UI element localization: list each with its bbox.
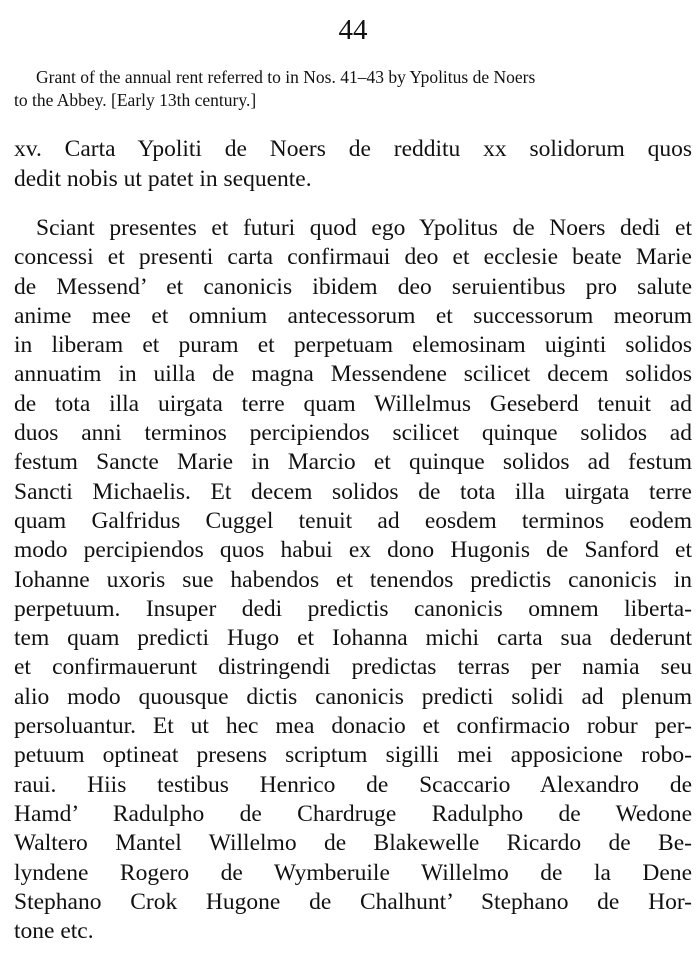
body-line: annuatim in uilla de magna Messendene scilicet decem solidos [14,361,692,388]
body-line: Iohanne uxoris sue habendos et tenendos predictis canonicis in [14,566,692,593]
body-line: tem quam predicti Hugo et Iohanna michi carta sua dederunt [14,625,692,652]
body-line: et confirmauerunt distringendi predictas terras per namia seu [14,654,692,681]
document-heading [14,66,692,112]
body-line: lyndene Rogero de Wymberuile Willelmo de la Dene [14,859,692,886]
body-line: modo percipiendos quos habui ex dono Hugonis de Sanford et [14,537,692,564]
body-line: Waltero Mantel Willelmo de Blakewelle Ricardo de Be- [14,830,692,857]
charter-rubric [14,134,692,194]
page [14,12,692,946]
rubric-line: xv. Carta Ypoliti de Noers de redditu xx solidorum quos [14,136,692,162]
body-line: Sancti Michaelis. Et decem solidos de tota illa uirgata terre [14,478,692,505]
body-line: anime mee et omnium antecessorum et successorum meorum [14,302,692,329]
heading-line: Grant of the annual rent referred to in Nos. 41–43 by Ypolitus de Noers [36,67,536,87]
charter-text [14,214,692,946]
body-line: petuum optineat presens scriptum sigilli mei apposicione robo- [14,742,692,769]
body-line: Stephano Crok Hugone de Chalhunt’ Stephano de Hor- [14,888,692,915]
page-number: 44 [338,14,368,46]
body-line: persoluantur. Et ut hec mea donacio et confirmacio robur per- [14,713,692,740]
body-line: duos anni terminos percipiendos scilicet quinque solidos ad [14,420,692,447]
body-line: de Messend’ et canonicis ibidem deo seruientibus pro salute [14,273,692,300]
body-line: tone etc. [14,918,94,945]
body-line: quam Galfridus Cuggel tenuit ad eosdem terminos eodem [14,507,692,534]
body-line: Sciant presentes et futuri quod ego Ypolitus de Noers dedi et [36,215,692,241]
body-line: raui. Hiis testibus Henrico de Scaccario Alexandro de [14,771,692,798]
body-line: in liberam et puram et perpetuam elemosinam uiginti solidos [14,332,692,359]
rubric-line: dedit nobis ut patet in sequente. [14,166,312,192]
body-line: de tota illa uirgata terre quam Willelmus Geseberd tenuit ad [14,390,692,417]
heading-line: to the Abbey. [Early 13th century.] [14,90,257,110]
body-line: alio modo quousque dictis canonicis predicti solidi ad plenum [14,683,692,710]
body-line: perpetuum. Insuper dedi predictis canonicis omnem liberta- [14,595,692,622]
body-line: concessi et presenti carta confirmaui deo et ecclesie beate Marie [14,244,692,271]
body-line: festum Sancte Marie in Marcio et quinque solidos ad festum [14,449,692,476]
body-line: Hamd’ Radulpho de Chardruge Radulpho de Wedone [14,800,692,827]
